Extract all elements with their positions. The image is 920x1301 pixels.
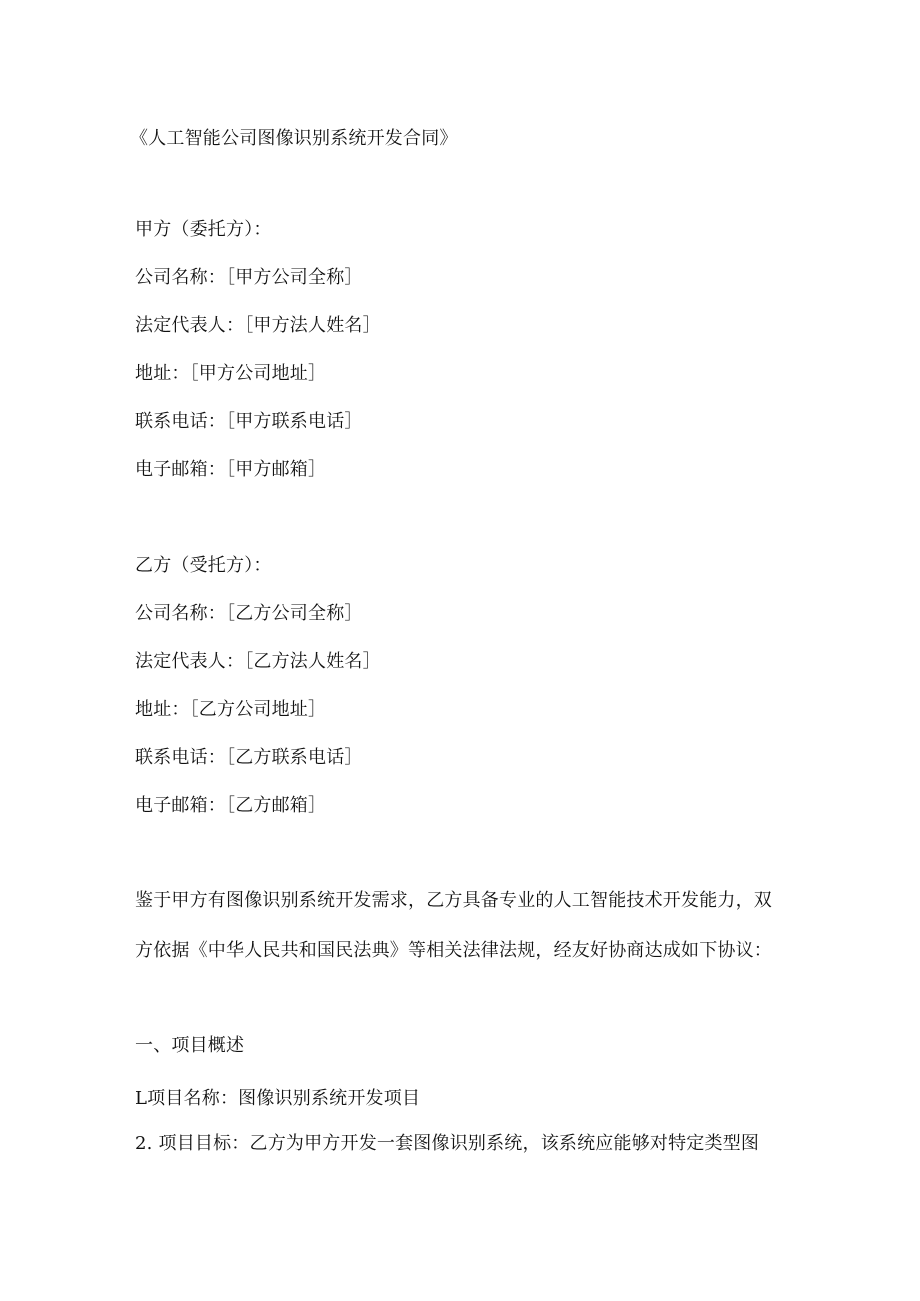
party-a-company-name: 公司名称：［甲方公司全称］ [135, 267, 363, 288]
party-a-phone: 联系电话：［甲方联系电话］ [135, 411, 363, 432]
party-b-company-name: 公司名称：［乙方公司全称］ [135, 603, 363, 624]
party-b-email: 电子邮箱：［乙方邮箱］ [135, 795, 327, 816]
party-a-heading: 甲方（委托方）： [135, 219, 272, 240]
party-b-phone: 联系电话：［乙方联系电话］ [135, 747, 363, 768]
preamble-line-1: 鉴于甲方有图像识别系统开发需求，乙方具备专业的人工智能技术开发能力，双 [135, 890, 772, 911]
party-b-address: 地址：［乙方公司地址］ [135, 699, 327, 720]
party-a-email: 电子邮箱：［甲方邮箱］ [135, 459, 327, 480]
section-1-heading: 一、项目概述 [135, 1035, 245, 1056]
preamble-line-2: 方依据《中华人民共和国民法典》等相关法律法规，经友好协商达成如下协议： [135, 940, 772, 961]
section-1-item-1: L项目名称：图像识别系统开发项目 [135, 1088, 421, 1109]
document-title: 《人工智能公司图像识别系统开发合同》 [130, 128, 458, 149]
section-1-item-2: 2. 项目目标：乙方为甲方开发一套图像识别系统，该系统应能够对特定类型图 [135, 1133, 760, 1154]
party-b-heading: 乙方（受托方）： [135, 555, 272, 576]
party-a-address: 地址：［甲方公司地址］ [135, 363, 327, 384]
party-a-legal-rep: 法定代表人：［甲方法人姓名］ [135, 315, 381, 336]
party-b-legal-rep: 法定代表人：［乙方法人姓名］ [135, 651, 381, 672]
